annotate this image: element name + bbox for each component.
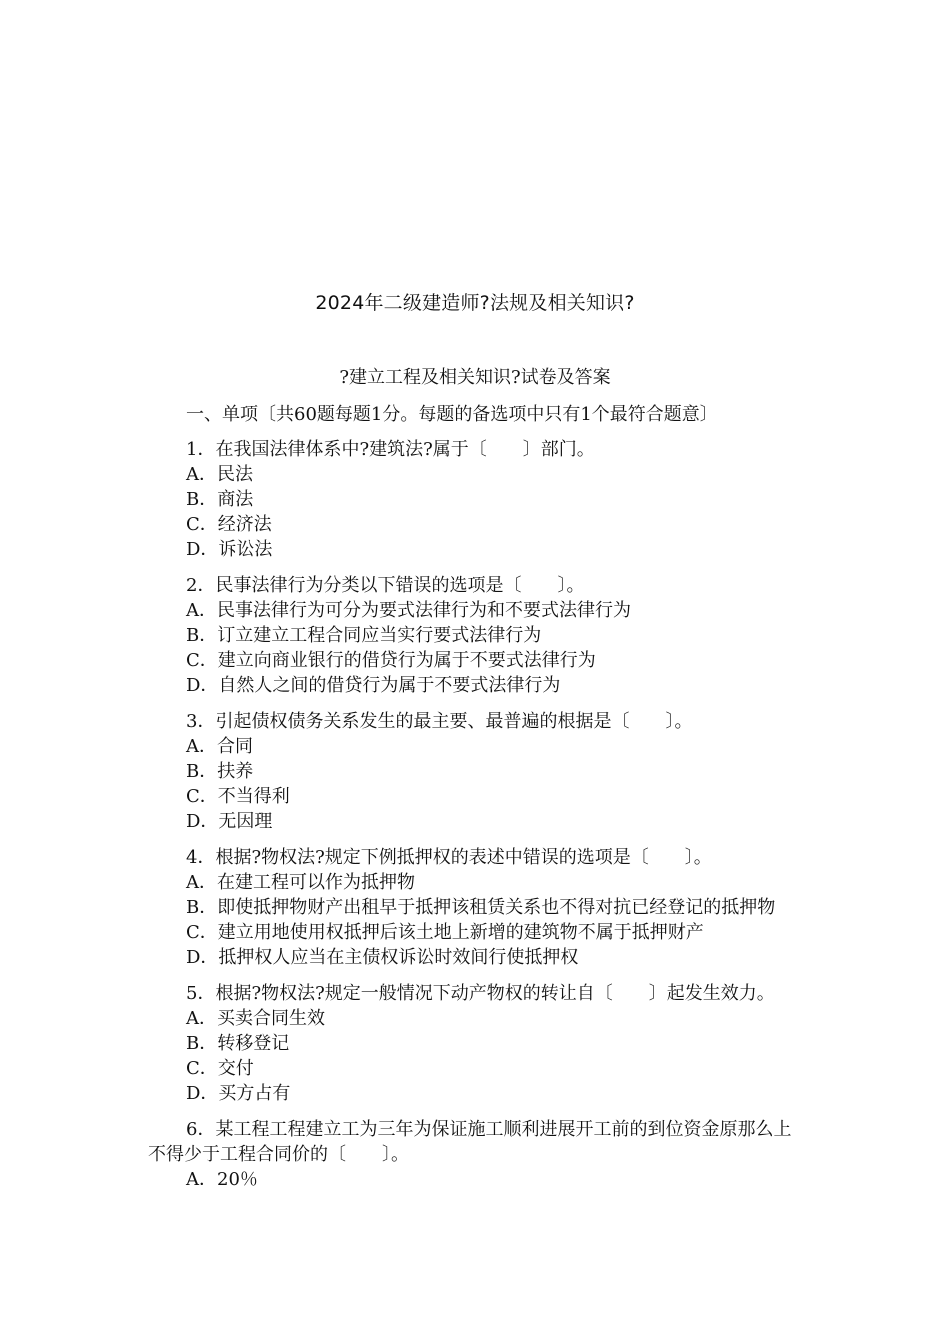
document-title: 2024年二级建造师?法规及相关知识? <box>315 292 635 314</box>
option-b: B．订立建立工程合同应当实行要式法律行为 <box>186 625 542 646</box>
question-stem: 5．根据?物权法?规定一般情况下动产物权的转让自〔 〕起发生效力。 <box>186 983 775 1004</box>
question-stem: 6．某工程工程建立工为三年为保证施工顺利进展开工前的到位资金原那么上不得少于工程合同价的〔 〕。 <box>148 1119 792 1165</box>
option-b: B．即使抵押物财产出租早于抵押该租赁关系也不得对抗已经登记的抵押物 <box>186 897 776 918</box>
option-b: B．转移登记 <box>186 1033 290 1054</box>
question-5 <box>148 981 796 1106</box>
option-b: B．商法 <box>186 489 254 510</box>
option-a: A．民事法律行为可分为要式法律行为和不要式法律行为 <box>186 600 631 621</box>
option-c: C．建立向商业银行的借贷行为属于不要式法律行为 <box>186 650 596 671</box>
option-a: A．买卖合同生效 <box>186 1008 325 1029</box>
question-stem: 4．根据?物权法?规定下例抵押权的表述中错误的选项是〔 〕。 <box>186 847 712 868</box>
document-subtitle: ?建立工程及相关知识?试卷及答案 <box>339 367 611 388</box>
option-c: C．建立用地使用权抵押后该土地上新增的建筑物不属于抵押财产 <box>186 922 704 943</box>
question-2 <box>148 573 796 698</box>
question-stem: 3．引起债权债务关系发生的最主要、最普遍的根据是〔 〕。 <box>186 711 693 732</box>
question-4 <box>148 845 796 970</box>
question-stem: 1．在我国法律体系中?建筑法?属于〔 〕部门。 <box>186 439 595 460</box>
option-d: D．自然人之间的借贷行为属于不要式法律行为 <box>186 675 561 696</box>
option-d: D．诉讼法 <box>186 539 273 560</box>
question-1 <box>148 437 796 562</box>
option-d: D．抵押权人应当在主债权诉讼时效间行使抵押权 <box>186 947 579 968</box>
option-d: D．买方占有 <box>186 1083 291 1104</box>
option-c: C．交付 <box>186 1058 254 1079</box>
option-d: D．无因理 <box>186 811 273 832</box>
option-a: A．在建工程可以作为抵押物 <box>186 872 415 893</box>
option-a: A．20％ <box>186 1169 258 1190</box>
option-a: A．合同 <box>186 736 253 757</box>
option-a: A．民法 <box>186 464 253 485</box>
question-list <box>148 437 796 1203</box>
question-3 <box>148 709 796 834</box>
option-c: C．经济法 <box>186 514 272 535</box>
question-6 <box>148 1117 796 1192</box>
question-stem: 2．民事法律行为分类以下错误的选项是〔 〕。 <box>186 575 585 596</box>
section-heading: 一、单项〔共60题每题1分。每题的备选项中只有1个最符合题意〕 <box>186 404 718 425</box>
option-b: B．扶养 <box>186 761 254 782</box>
option-c: C．不当得利 <box>186 786 290 807</box>
